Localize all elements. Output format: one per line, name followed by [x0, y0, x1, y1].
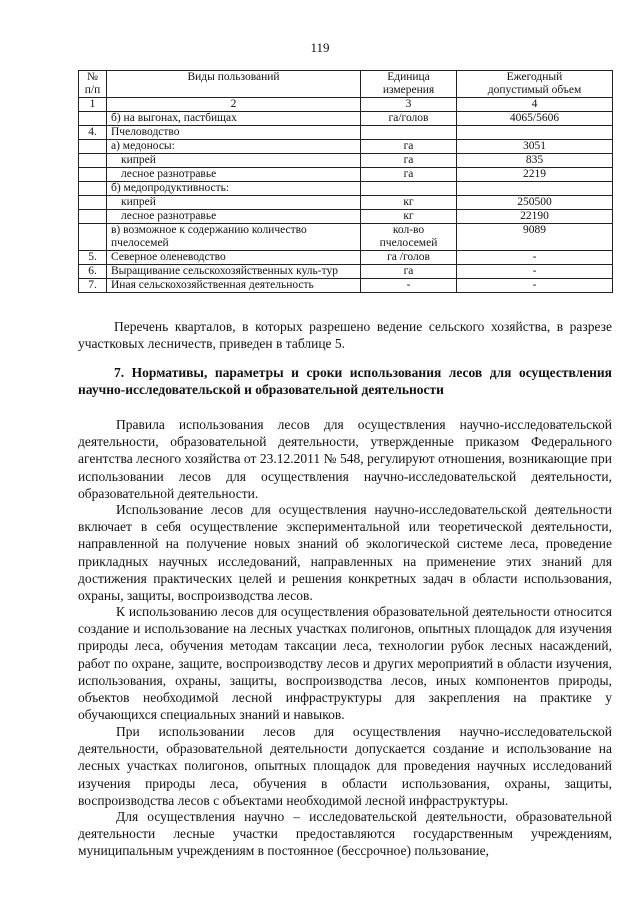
row-use-type-cell: кипрей: [107, 154, 361, 168]
row-volume-cell: -: [457, 265, 613, 279]
row-use-type-cell: лесное разнотравье: [107, 210, 361, 224]
row-use-type-cell: Северное оленеводство: [107, 251, 361, 265]
row-volume-cell: 4065/5606: [457, 112, 613, 126]
paragraph-4: При использовании лесов для осуществления научно-исследовательской деятельности, образовательной деятельности допускается создание и использование на лесных участках полигонов, опытных площадок для проведения научных исследований изучения природы леса, обучения в области использования, охраны, защиты, воспроизводства лесов с объектами необходимой лесной инфраструктуры.: [78, 724, 612, 808]
row-volume-cell: 22190: [457, 210, 613, 224]
row-unit-cell: кг: [361, 210, 457, 224]
row-unit-cell: [361, 182, 457, 196]
row-volume-cell: 2219: [457, 168, 613, 182]
paragraph-3: К использованию лесов для осуществления образовательной деятельности относится создание и использование на лесных участках полигонов, опытных площадок для изучения природы леса, обучения методам таксации леса, технологии рубок лесных насаждений, работ по охране, защите, воспроизводству лесов и других мероприятий в области изучения, использования, охраны, защиты, воспроизводства лесов, иных компонентов природы, объектов необходимой лесной инфраструктуры для закрепления на практике у обучающихся специальных знаний и навыков.: [78, 604, 612, 723]
row-volume-cell: 9089: [457, 224, 613, 251]
row-num-cell: [79, 224, 107, 251]
row-unit-cell: га: [361, 168, 457, 182]
row-num-cell: [79, 210, 107, 224]
table-header-row: [79, 71, 613, 98]
numbering-cell: 1: [79, 98, 107, 112]
row-num-cell: [79, 140, 107, 154]
table-row: [79, 168, 613, 182]
section-heading: 7. Нормативы, параметры и сроки использования лесов для осуществления научно-исследовательской и образовательной деятельности: [78, 365, 612, 397]
row-volume-cell: 250500: [457, 196, 613, 210]
paragraph-1: Правила использования лесов для осуществления научно-исследовательской деятельности, образовательной деятельности, утвержденные приказом Федерального агентства лесного хозяйства от 23.12.2011 № 548, регулируют отношения, возникающие при использовании лесов для осуществления научно-исследовательской деятельности, образовательной деятельности.: [78, 417, 612, 501]
row-use-type-cell: в) возможное к содержанию количество пчелосемей: [107, 224, 361, 251]
paragraph-5: Для осуществления научно – исследовательской деятельности, образовательной деятельности лесные участки предоставляются государственным учреждениям, муниципальным учреждениям в постоянное (бессрочное) пользование,: [78, 809, 612, 859]
header-unit: Единица измерения: [361, 71, 457, 98]
row-num-cell: 4.: [79, 126, 107, 140]
numbering-cell: 2: [107, 98, 361, 112]
row-num-cell: 6.: [79, 265, 107, 279]
row-volume-cell: -: [457, 279, 613, 293]
table-row: [79, 265, 613, 279]
table-row: [79, 140, 613, 154]
row-num-cell: [79, 182, 107, 196]
table-row: [79, 279, 613, 293]
row-volume-cell: 835: [457, 154, 613, 168]
row-volume-cell: [457, 126, 613, 140]
table-row: [79, 154, 613, 168]
row-use-type-cell: а) медоносы:: [107, 140, 361, 154]
page-number: 119: [310, 40, 330, 55]
row-volume-cell: [457, 182, 613, 196]
table-numbering-row: [79, 98, 613, 112]
row-unit-cell: кг: [361, 196, 457, 210]
row-num-cell: 5.: [79, 251, 107, 265]
row-unit-cell: га: [361, 265, 457, 279]
table-row: [79, 251, 613, 265]
row-num-cell: [79, 112, 107, 126]
header-num: № п/п: [79, 71, 107, 98]
table-note: Перечень кварталов, в которых разрешено ведение сельского хозяйства, в разрезе участковых лесничеств, приведен в таблице 5.: [78, 319, 612, 351]
row-unit-cell: га/голов: [361, 112, 457, 126]
row-num-cell: [79, 168, 107, 182]
table-row: [79, 196, 613, 210]
row-use-type-cell: Иная сельскохозяйственная деятельность: [107, 279, 361, 293]
table-row: [79, 112, 613, 126]
row-use-type-cell: лесное разнотравье: [107, 168, 361, 182]
row-unit-cell: кол-во пчелосемей: [361, 224, 457, 251]
row-unit-cell: га: [361, 140, 457, 154]
row-use-type-cell: б) на выгонах, пастбищах: [107, 112, 361, 126]
row-volume-cell: 3051: [457, 140, 613, 154]
row-num-cell: [79, 196, 107, 210]
row-use-type-cell: кипрей: [107, 196, 361, 210]
row-unit-cell: га /голов: [361, 251, 457, 265]
row-volume-cell: -: [457, 251, 613, 265]
table-row: [79, 182, 613, 196]
table-row: [79, 126, 613, 140]
table-row: [79, 224, 613, 251]
row-unit-cell: га: [361, 154, 457, 168]
row-num-cell: [79, 154, 107, 168]
header-volume: Ежегодный допустимый объем: [457, 71, 613, 98]
row-use-type-cell: б) медопродуктивность:: [107, 182, 361, 196]
numbering-cell: 3: [361, 98, 457, 112]
row-unit-cell: [361, 126, 457, 140]
table-row: [79, 210, 613, 224]
paragraph-2: Использование лесов для осуществления научно-исследовательской деятельности включает в себя осуществление экспериментальной или теоретической деятельности, направленной на получение новых знаний об экологической системе леса, проведение прикладных научных исследований, направленных на применение этих знаний для достижения практических целей и решения конкретных задач в области использования, охраны, защиты, воспроизводства лесов.: [78, 502, 612, 604]
row-num-cell: 7.: [79, 279, 107, 293]
row-unit-cell: -: [361, 279, 457, 293]
forest-use-table: [78, 70, 613, 293]
row-use-type-cell: Выращивание сельскохозяйственных куль-тур: [107, 265, 361, 279]
header-use-type: Виды пользований: [107, 71, 361, 98]
numbering-cell: 4: [457, 98, 613, 112]
row-use-type-cell: Пчеловодство: [107, 126, 361, 140]
